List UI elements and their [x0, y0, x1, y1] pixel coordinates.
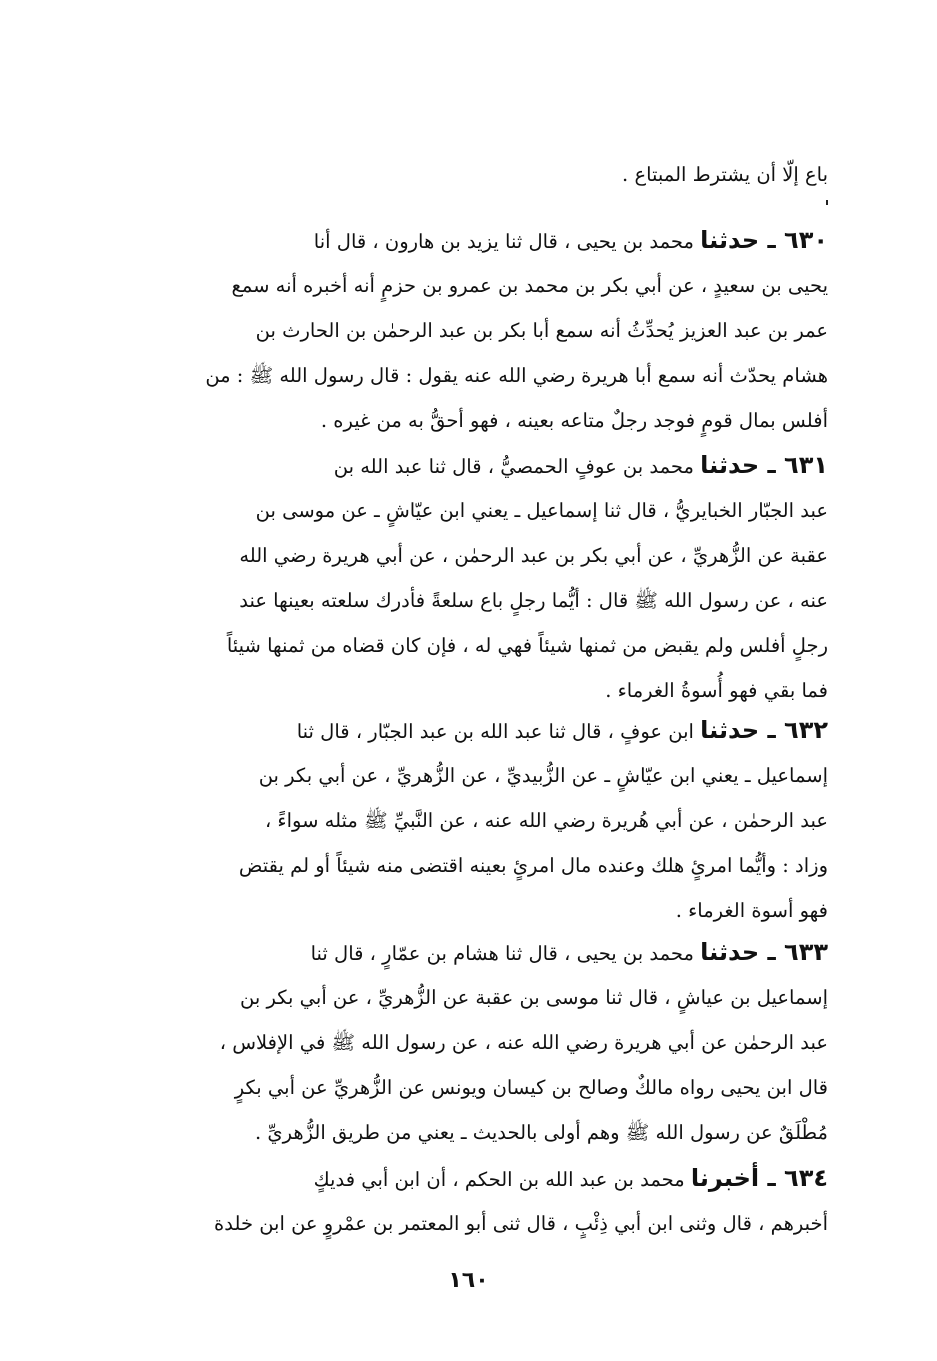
- text-line: [110, 708, 828, 753]
- text-line-content: محمد بن يحيى ، قال ثنا هشام بن عمّارٍ ، قال ثنا: [310, 942, 694, 965]
- paragraph-633: [110, 930, 828, 1155]
- text-line: عبد الجبّار الخبايريُّ ، قال ثنا إسماعيل ـ يعني ابن عيّاشٍ ـ عن موسى بن: [255, 499, 828, 522]
- page-number: ١٦٠: [448, 1268, 489, 1293]
- text-line: وزاد : وأيُّما امرئٍ هلك وعنده مال امرئٍ بعينه اقتضى منه شيئاً أو لم يقتض: [238, 854, 828, 877]
- text-line: إسماعيل ـ يعني ابن عيّاشٍ ـ عن الزُّبيديِّ ، عن الزُّهريِّ ، عن أبي بكر بن: [258, 764, 828, 787]
- text-line: يحيى بن سعيدٍ ، عن أبي بكر بن محمد بن عمرو بن حزمٍ أنه أخبره أنه سمع: [231, 274, 828, 297]
- text-line: [110, 443, 828, 488]
- hadith-number-heading: ٦٣٤ ـ أخبرنا: [690, 1164, 828, 1192]
- hadith-number-heading: ٦٣١ ـ حدثنا: [700, 451, 828, 479]
- paragraph-632: [110, 708, 828, 933]
- text-line: عنه ، عن رسول الله ﷺ قال : أيُّما رجلٍ باع سلعةً فأدرك سلعته بعينها عند: [239, 589, 828, 612]
- paragraph-631: [110, 443, 828, 713]
- text-line: مُطْلَقٌ عن رسول الله ﷺ وهم أولى بالحديث ـ يعني من طريق الزُّهريِّ .: [254, 1121, 828, 1144]
- hadith-number-heading: ٦٣٠ ـ حدثنا: [700, 226, 828, 254]
- text-line-content: ابن عوفٍ ، قال ثنا عبد الله بن عبد الجبّار ، قال ثنا: [296, 720, 694, 743]
- text-line: [110, 930, 828, 975]
- hadith-number-heading: ٦٣٣ ـ حدثنا: [700, 938, 828, 966]
- text-line: [110, 218, 828, 263]
- text-line-content: محمد بن يحيى ، قال ثنا يزيد بن هارون ، قال أنا: [313, 230, 694, 253]
- text-line: رجلٍ أفلس ولم يقبض من ثمنها شيئاً فهي له ، فإن كان قضاه من ثمنها شيئاً: [226, 634, 828, 657]
- text-line: عبد الرحمٰن عن أبي هريرة رضي الله عنه ، عن رسول الله ﷺ في الإفلاس ،: [219, 1031, 828, 1054]
- text-line-content: محمد بن عبد الله بن الحكم ، أن ابن أبي فديكٍ: [313, 1168, 685, 1191]
- text-line-content: محمد بن عوفٍ الحمصيُّ ، قال ثنا عبد الله بن: [333, 455, 694, 478]
- text-line: قال ابن يحيى رواه مالكٌ وصالح بن كيسان ويونس عن الزُّهريِّ عن أبي بكرٍ: [234, 1076, 828, 1099]
- text-line: فهو أسوة الغرماء .: [675, 899, 828, 922]
- paragraph-intro: [110, 152, 828, 197]
- text-line: فما بقي فهو أُسوةُ الغرماء .: [605, 679, 828, 702]
- text-line: عقبة عن الزُّهريِّ ، عن أبي بكر بن عبد الرحمٰن ، عن أبي هريرة رضي الله: [239, 544, 828, 567]
- text-line: باع إلّا أن يشترط المبتاع .: [622, 163, 828, 186]
- text-line: هشام يحدّث أنه سمع أبا هريرة رضي الله عنه يقول : قال رسول الله ﷺ : من: [205, 364, 828, 387]
- paragraph-634: [110, 1156, 828, 1246]
- text-line: عمر بن عبد العزيز يُحدِّثُ أنه سمع أبا بكر بن عبد الرحمٰن بن الحارث بن: [255, 319, 828, 342]
- text-line: أخبرهم ، قال وثنى ابن أبي ذِئْبٍ ، قال ثنى أبو المعتمر بن عمْروٍ عن ابن خلدة: [214, 1212, 828, 1235]
- paragraph-630: [110, 218, 828, 443]
- text-line: إسماعيل بن عياشٍ ، قال ثنا موسى بن عقبة عن الزُّهريِّ ، عن أبي بكر بن: [240, 986, 828, 1009]
- margin-mark: [826, 200, 828, 205]
- text-line: عبد الرحمٰن ، عن أبي هُريرة رضي الله عنه ، عن النَّبيِّ ﷺ مثله سواءً ،: [264, 809, 828, 832]
- text-line: [110, 1156, 828, 1201]
- text-line: أفلس بمال قومٍ فوجد رجلٌ متاعه بعينه ، فهو أحقُّ به من غيره .: [320, 409, 828, 432]
- hadith-number-heading: ٦٣٢ ـ حدثنا: [700, 716, 828, 744]
